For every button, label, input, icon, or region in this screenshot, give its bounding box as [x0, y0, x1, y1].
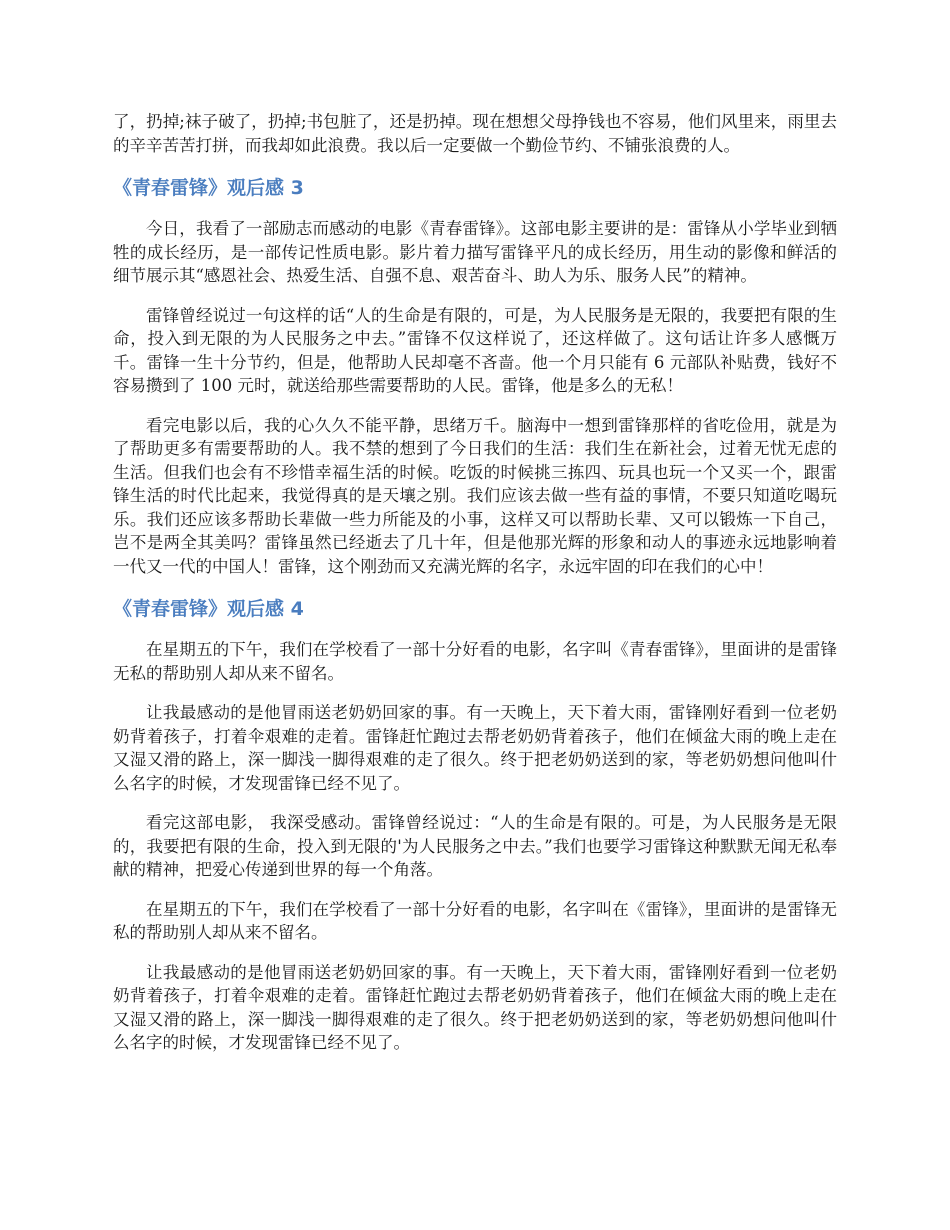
section-3	[113, 175, 837, 578]
section-heading: 《青春雷锋》观后感 3	[113, 177, 304, 199]
section-heading: 《青春雷锋》观后感 4	[113, 598, 304, 620]
paragraph: 雷锋曾经说过一句这样的话“人的生命是有限的，可是，为人民服务是无限的，我要把有限的生命，投入到无限的为人民服务之中去。”雷锋不仅这样说了，还这样做了。这句话让许多人感慨万千。雷锋一生十分节约，但是，他帮助人民却毫不吝啬。他一个月只能有 6 元部队补贴费，钱好不容易攒到了 100 元时，就送给那些需要帮助的人民。雷锋，他是多么的无私！	[113, 305, 837, 395]
paragraph: 看完这部电影， 我深受感动。雷锋曾经说过：“人的生命是有限的。可是，为人民服务是无限的，我要把有限的生命，投入到无限的'为人民服务之中去。”我们也要学习雷锋这种默默无闻无私奉献的精神，把爱心传递到世界的每一个角落。	[113, 813, 837, 879]
paragraph: 让我最感动的是他冒雨送老奶奶回家的事。有一天晚上，天下着大雨，雷锋刚好看到一位老奶奶背着孩子，打着伞艰难的走着。雷锋赶忙跑过去帮老奶奶背着孩子，他们在倾盆大雨的晚上走在又湿又滑的路上，深一脚浅一脚得艰难的走了很久。终于把老奶奶送到的家，等老奶奶想问他叫什么名字的时候，才发现雷锋已经不见了。	[113, 703, 837, 793]
continuation-paragraph: 了，扔掉;袜子破了，扔掉;书包脏了，还是扔掉。现在想想父母挣钱也不容易，他们风里来，雨里去的辛辛苦苦打拼，而我却如此浪费。我以后一定要做一个勤俭节约、不铺张浪费的人。	[113, 112, 837, 155]
paragraph: 看完电影以后，我的心久久不能平静，思绪万千。脑海中一想到雷锋那样的省吃俭用，就是为了帮助更多有需要帮助的人。我不禁的想到了今日我们的生活：我们生在新社会，过着无忧无虑的生活。但我们也会有不珍惜幸福生活的时候。吃饭的时候挑三拣四、玩具也玩一个又买一个，跟雷锋生活的时代比起来，我觉得真的是天壤之别。我们应该去做一些有益的事情，不要只知道吃喝玩乐。我们还应该多帮助长辈做一些力所能及的小事，这样又可以帮助长辈、又可以锻炼一下自己，岂不是两全其美吗？雷锋虽然已经逝去了几十年，但是他那光辉的形象和动人的事迹永远地影响着一代又一代的中国人！雷锋，这个刚劲而又充满光辉的名字，永远牢固的印在我们的心中！	[113, 415, 837, 576]
paragraph: 在星期五的下午，我们在学校看了一部十分好看的电影，名字叫《青春雷锋》，里面讲的是雷锋无私的帮助别人却从来不留名。	[113, 640, 837, 683]
paragraph: 今日，我看了一部励志而感动的电影《青春雷锋》。这部电影主要讲的是：雷锋从小学毕业到牺牲的成长经历，是一部传记性质电影。影片着力描写雷锋平凡的成长经历，用生动的影像和鲜活的细节展示其“感恩社会、热爱生活、自强不息、艰苦奋斗、助人为乐、服务人民”的精神。	[113, 219, 837, 285]
section-4	[113, 596, 837, 1055]
paragraph: 让我最感动的是他冒雨送老奶奶回家的事。有一天晚上，天下着大雨，雷锋刚好看到一位老奶奶背着孩子，打着伞艰难的走着。雷锋赶忙跑过去帮老奶奶背着孩子，他们在倾盆大雨的晚上走在又湿又滑的路上，深一脚浅一脚得艰难的走了很久。终于把老奶奶送到的家，等老奶奶想问他叫什么名字的时候，才发现雷锋已经不见了。	[113, 962, 837, 1052]
paragraph: 在星期五的下午，我们在学校看了一部十分好看的电影，名字叫在《雷锋》，里面讲的是雷锋无私的帮助别人却从来不留名。	[113, 899, 837, 942]
